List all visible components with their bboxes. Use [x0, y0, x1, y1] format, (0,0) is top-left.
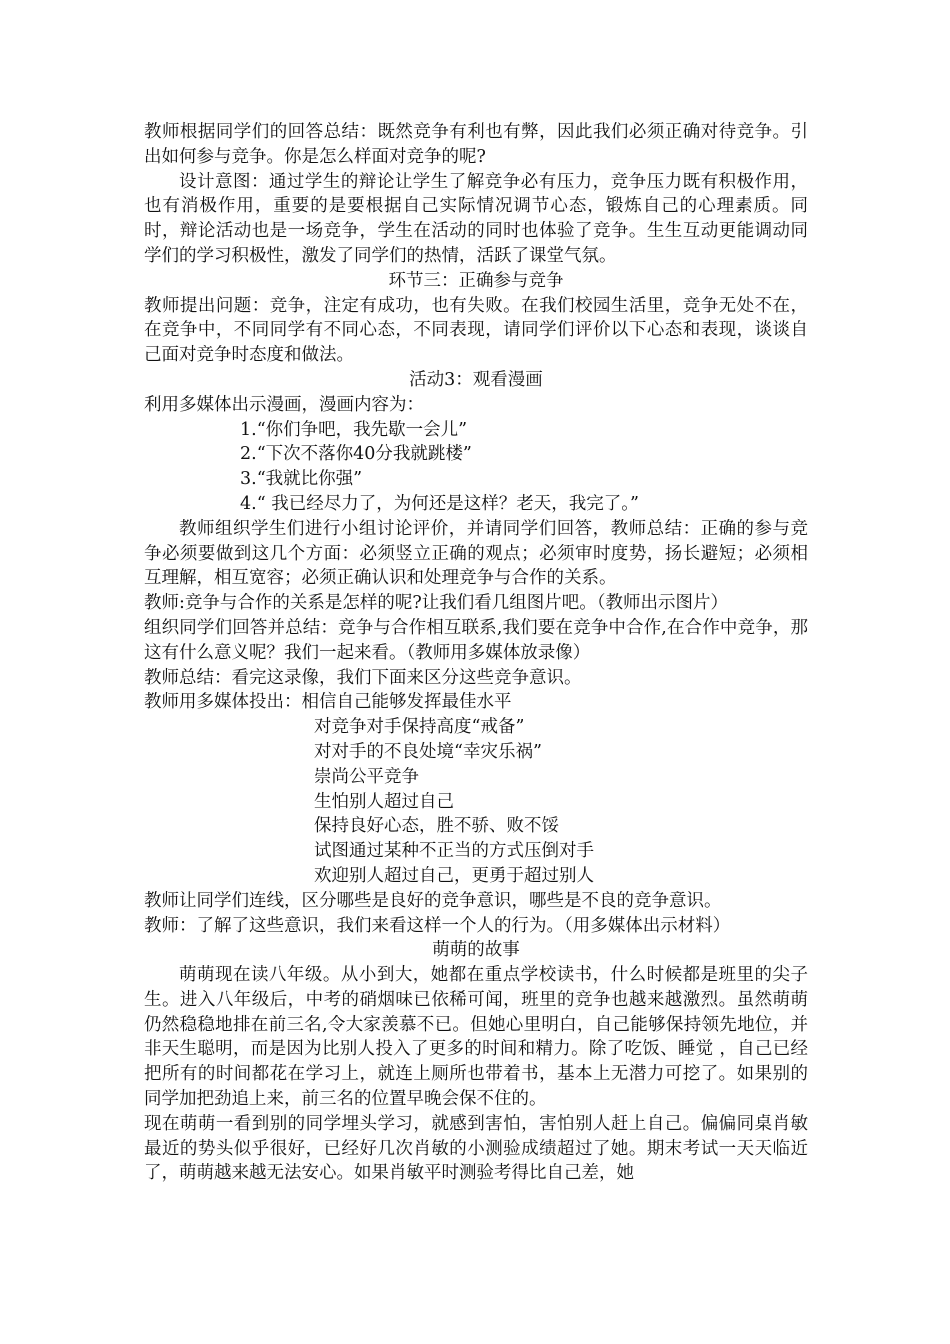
story-title: 萌萌的故事 [432, 940, 520, 961]
list-item: 保持良好心态，胜不骄、败不馁 [314, 816, 559, 837]
list-item: 相信自己能够发挥最佳水平 [301, 692, 512, 713]
awareness-list [144, 690, 808, 888]
list-item: 欢迎别人超过自己，更勇于超过别人 [314, 865, 594, 886]
list-item: 试图通过某种不正当的方式压倒对手 [314, 841, 594, 862]
paragraph-summary: 教师根据同学们的回答总结：既然竞争有利也有弊，因此我们必须正确对待竞争。引出如何参与竞争。你是怎么样面对竞争的呢? [144, 122, 808, 167]
list-item: 对对手的不良处境“幸灾乐祸” [314, 741, 542, 762]
awareness-intro: 教师用多媒体投出： [144, 692, 302, 713]
awareness-first-line [144, 690, 808, 715]
paragraph-story-2: 现在萌萌一看到别的同学埋头学习，就感到害怕，害怕别人赶上自己。偏偏同桌肖敏最近的势头似乎很好，已经好几次肖敏的小测验成绩超过了她。期末考试一天天临近了，萌萌越来越无法安心。如果肖敏平时测验考得比自己差，她 [144, 1113, 808, 1184]
paragraph-teacher-summary: 教师总结：看完这录像，我们下面来区分这些竞争意识。 [144, 667, 582, 688]
section-heading-3: 环节三：正确参与竞争 [388, 270, 564, 291]
paragraph-cooperation: 教师:竞争与合作的关系是怎样的呢?让我们看几组图片吧。（教师出示图片） [144, 593, 729, 614]
list-item: 对竞争对手保持高度“戒备” [314, 717, 525, 738]
list-item: 崇尚公平竞争 [314, 766, 419, 787]
list-item: 1.“你们争吧，我先歇一会儿” [240, 419, 468, 440]
paragraph-answer-summary: 组织同学们回答并总结：竞争与合作相互联系,我们要在竞争中合作,在合作中竞争，那这有什么意义呢？我们一起来看。（教师用多媒体放录像） [144, 617, 808, 663]
paragraph-teacher-question: 教师提出问题：竞争，注定有成功，也有失败。在我们校园生活里，竞争无处不在，在竞争中，不同同学有不同心态，不同表现，请同学们评价以下心态和表现，谈谈自己面对竞争时态度和做法。 [144, 295, 808, 366]
activity-heading-3: 活动3：观看漫画 [409, 369, 543, 390]
paragraph-material-intro: 教师：了解了这些意识，我们来看这样一个人的行为。（用多媒体出示材料） [144, 915, 731, 936]
paragraph-design-intent: 设计意图：通过学生的辩论让学生了解竞争必有压力，竞争压力既有积极作用，也有消极作用，重要的是要根据自己实际情况调节心态，锻炼自己的心理素质。同时，辩论活动也是一场竞争，学生在活动的同时也体验了竞争。生生互动更能调动同学们的学习积极性，激发了同学们的热情，活跃了课堂气氛。 [144, 171, 808, 266]
document-page [144, 120, 808, 1186]
paragraph-comic-intro: 利用多媒体出示漫画，漫画内容为： [144, 394, 424, 415]
list-item: 3.“我就比你强” [240, 469, 363, 490]
list-item: 生怕别人超过自己 [314, 791, 454, 812]
paragraph-story-1: 萌萌现在读八年级。从小到大，她都在重点学校读书，什么时候都是班里的尖子生。进入八年级后，中考的硝烟味已依稀可闻，班里的竞争也越来越激烈。虽然萌萌仍然稳稳地排在前三名,令大家羡慕不已。但她心里明白，自己能够保持领先地位，并非天生聪明，而是因为比别人投入了更多的时间和精力。除了吃饭、睡觉 ，自己已经把所有的时间都花在学习上，就连上厕所也带着书，基本上无潜力可挖了。如果别的同学加把劲追上来，前三名的位置早晚会保不住的。 [144, 965, 808, 1110]
paragraph-discussion: 教师组织学生们进行小组讨论评价，并请同学们回答，教师总结：正确的参与竞争必须要做到这几个方面：必须竖立正确的观点；必须审时度势，扬长避短；必须相互理解，相互宽容；必须正确认识和处理竞争与合作的关系。 [144, 518, 808, 589]
list-item: 2.“下次不落你40分我就跳楼” [240, 444, 472, 465]
paragraph-matching: 教师让同学们连线，区分哪些是良好的竞争意识，哪些是不良的竞争意识。 [144, 890, 722, 911]
comic-list [144, 418, 808, 517]
list-item: 4.“ 我已经尽力了，为何还是这样？老天，我完了。” [240, 493, 639, 514]
